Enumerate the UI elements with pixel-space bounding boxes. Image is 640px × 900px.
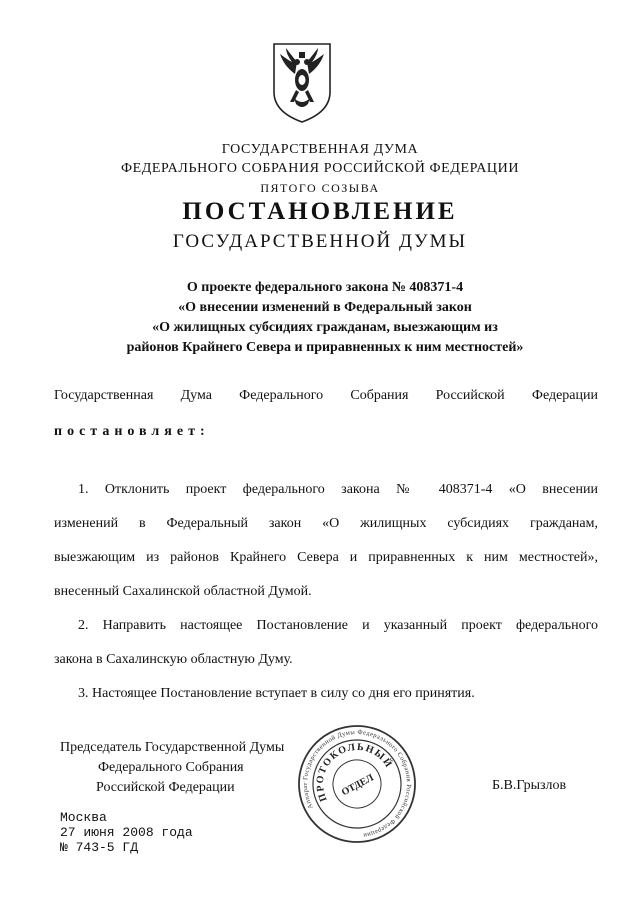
document-subtitle: ГОСУДАРСТВЕННОЙ ДУМЫ — [172, 231, 468, 252]
preamble-text: Государственная Дума Федерального Собрания Российской Федерации — [54, 388, 598, 403]
coat-of-arms-emblem — [270, 40, 334, 124]
footer-number: № 743-5 ГД — [60, 840, 139, 855]
signatory-title-line: Российской Федерации — [96, 780, 235, 795]
stamp-top-text: ПРОТОКОЛЬНЫЙ — [314, 741, 395, 803]
footer-date: 27 июня 2008 года — [60, 825, 193, 840]
signatory-title-line: Федерального Собрания — [98, 760, 244, 775]
item-1-line: выезжающим из районов Крайнего Севера и приравненных к ним местностей», — [54, 550, 598, 565]
resolves-text: постановляет: — [54, 424, 210, 439]
item-1-line: 1. Отклонить проект федерального закона № 408371-4 «О внесении — [78, 482, 598, 497]
stamp-ring-text: Аппарат Государственной Думы Федерального Собрания Российской Федерации — [301, 728, 413, 839]
signatory-title-line: Председатель Государственной Думы — [60, 740, 285, 755]
signatory-title — [60, 738, 284, 798]
item-1-line: внесенный Сахалинской областной Думой. — [54, 584, 312, 599]
item-3-line: 3. Настоящее Постановление вступает в силу со дня его принятия. — [78, 686, 475, 701]
header-line-assembly: ФЕДЕРАЛЬНОГО СОБРАНИЯ РОССИЙСКОЙ ФЕДЕРАЦИИ — [120, 161, 520, 176]
footer-city: Москва — [60, 810, 107, 825]
signatory-name: Б.В.Грызлов — [492, 778, 567, 793]
bill-heading-line: «О жилищных субсидиях гражданам, выезжающим из — [152, 320, 498, 335]
bill-heading-line: «О внесении изменений в Федеральный закон — [178, 300, 472, 315]
bill-heading — [40, 278, 610, 358]
header-line-convocation: ПЯТОГО СОЗЫВА — [260, 181, 380, 195]
document-title: ПОСТАНОВЛЕНИЕ — [182, 198, 458, 225]
bill-heading-line: районов Крайнего Севера и приравненных к ним местностей» — [126, 340, 524, 355]
official-stamp — [295, 722, 419, 846]
item-2-line: 2. Направить настоящее Постановление и указанный проект федерального — [78, 618, 598, 633]
item-1-line: изменений в Федеральный закон «О жилищных субсидиях гражданам, — [54, 516, 598, 531]
stamp-center-text: ОТДЕЛ — [339, 772, 376, 799]
item-2-line: закона в Сахалинскую областную Думу. — [54, 652, 293, 667]
bill-heading-line: О проекте федерального закона № 408371-4 — [186, 280, 464, 295]
header-line-duma: ГОСУДАРСТВЕННАЯ ДУМА — [221, 142, 419, 157]
